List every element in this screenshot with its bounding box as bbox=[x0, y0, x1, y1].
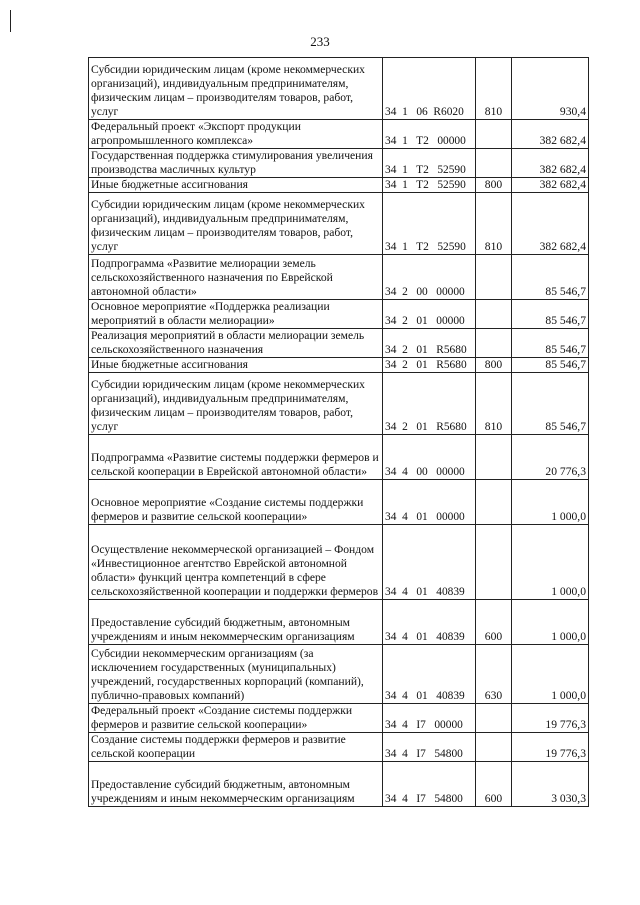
row-amount-cell: 19 776,3 bbox=[512, 704, 589, 733]
row-name-cell: Федеральный проект «Создание системы поддержки фермеров и развитие сельской кооперации» bbox=[89, 704, 383, 733]
row-code-cell: 34 1 T2 52590 bbox=[383, 149, 476, 178]
row-name-cell: Иные бюджетные ассигнования bbox=[89, 358, 383, 373]
row-code-cell: 34 4 I7 00000 bbox=[383, 704, 476, 733]
table-row bbox=[89, 645, 589, 704]
row-code-cell: 34 4 01 00000 bbox=[383, 480, 476, 525]
row-expense-type-cell bbox=[476, 733, 512, 762]
row-name-cell: Основное мероприятие «Поддержка реализации мероприятий в области мелиорации» bbox=[89, 300, 383, 329]
row-code-cell: 34 4 I7 54800 bbox=[383, 733, 476, 762]
row-code-cell: 34 2 01 R5680 bbox=[383, 329, 476, 358]
row-expense-type-cell bbox=[476, 300, 512, 329]
row-amount-cell: 85 546,7 bbox=[512, 300, 589, 329]
table-row bbox=[89, 193, 589, 255]
table-row bbox=[89, 525, 589, 600]
row-code-cell: 34 2 01 R5680 bbox=[383, 358, 476, 373]
row-name-cell: Создание системы поддержки фермеров и развитие сельской кооперации bbox=[89, 733, 383, 762]
page-number: 233 bbox=[310, 34, 330, 49]
row-expense-type-cell bbox=[476, 255, 512, 300]
table-row bbox=[89, 358, 589, 373]
row-expense-type-cell: 600 bbox=[476, 600, 512, 645]
row-expense-type-cell bbox=[476, 120, 512, 149]
row-code-cell: 34 2 01 R5680 bbox=[383, 373, 476, 435]
table-row bbox=[89, 178, 589, 193]
row-amount-cell: 85 546,7 bbox=[512, 329, 589, 358]
table-row bbox=[89, 704, 589, 733]
row-expense-type-cell bbox=[476, 704, 512, 733]
row-code-cell: 34 4 I7 54800 bbox=[383, 762, 476, 807]
row-name-cell: Иные бюджетные ассигнования bbox=[89, 178, 383, 193]
row-name-cell: Субсидии некоммерческим организациям (за исключением государственных (муниципальных) учреждений, государственных корпораций (компаний), публично-правовых компаний) bbox=[89, 645, 383, 704]
row-amount-cell: 85 546,7 bbox=[512, 373, 589, 435]
row-expense-type-cell bbox=[476, 435, 512, 480]
row-expense-type-cell bbox=[476, 525, 512, 600]
row-expense-type-cell: 810 bbox=[476, 373, 512, 435]
table-row bbox=[89, 58, 589, 120]
row-code-cell: 34 2 00 00000 bbox=[383, 255, 476, 300]
row-name-cell: Предоставление субсидий бюджетным, автономным учреждениям и иным некоммерческим организациям bbox=[89, 762, 383, 807]
row-amount-cell: 3 030,3 bbox=[512, 762, 589, 807]
row-name-cell: Субсидии юридическим лицам (кроме некоммерческих организаций), индивидуальным предпринимателям, физическим лицам – производителям товаров, работ, услуг bbox=[89, 373, 383, 435]
table-row bbox=[89, 300, 589, 329]
row-expense-type-cell: 810 bbox=[476, 193, 512, 255]
row-code-cell: 34 1 T2 52590 bbox=[383, 178, 476, 193]
row-name-cell: Субсидии юридическим лицам (кроме некоммерческих организаций), индивидуальным предпринимателям, физическим лицам – производителям товаров, работ, услуг bbox=[89, 193, 383, 255]
table-row bbox=[89, 373, 589, 435]
row-expense-type-cell: 810 bbox=[476, 58, 512, 120]
row-expense-type-cell: 600 bbox=[476, 762, 512, 807]
row-code-cell: 34 4 01 40839 bbox=[383, 645, 476, 704]
row-name-cell: Осуществление некоммерческой организацией – Фондом «Инвестиционное агентство Еврейской автономной области» функций центра компетенций в сфере сельскохозяйственной кооперации и поддержки фермеров bbox=[89, 525, 383, 600]
row-amount-cell: 1 000,0 bbox=[512, 600, 589, 645]
table-row bbox=[89, 762, 589, 807]
page-edge-mark bbox=[10, 10, 11, 32]
row-code-cell: 34 4 01 40839 bbox=[383, 525, 476, 600]
row-code-cell: 34 1 T2 00000 bbox=[383, 120, 476, 149]
row-amount-cell: 1 000,0 bbox=[512, 480, 589, 525]
row-name-cell: Основное мероприятие «Создание системы поддержки фермеров и развитие сельской кооперации» bbox=[89, 480, 383, 525]
row-name-cell: Предоставление субсидий бюджетным, автономным учреждениям и иным некоммерческим организациям bbox=[89, 600, 383, 645]
table-row bbox=[89, 435, 589, 480]
row-expense-type-cell bbox=[476, 480, 512, 525]
table-row bbox=[89, 733, 589, 762]
table-row bbox=[89, 120, 589, 149]
row-name-cell: Федеральный проект «Экспорт продукции агропромышленного комплекса» bbox=[89, 120, 383, 149]
table-row bbox=[89, 255, 589, 300]
row-code-cell: 34 4 00 00000 bbox=[383, 435, 476, 480]
row-expense-type-cell bbox=[476, 329, 512, 358]
row-code-cell: 34 1 06 R6020 bbox=[383, 58, 476, 120]
table-row bbox=[89, 600, 589, 645]
row-amount-cell: 382 682,4 bbox=[512, 120, 589, 149]
table-row bbox=[89, 149, 589, 178]
row-amount-cell: 20 776,3 bbox=[512, 435, 589, 480]
row-expense-type-cell: 800 bbox=[476, 178, 512, 193]
row-amount-cell: 85 546,7 bbox=[512, 358, 589, 373]
row-amount-cell: 85 546,7 bbox=[512, 255, 589, 300]
row-code-cell: 34 1 T2 52590 bbox=[383, 193, 476, 255]
row-code-cell: 34 4 01 40839 bbox=[383, 600, 476, 645]
row-name-cell: Подпрограмма «Развитие системы поддержки фермеров и сельской кооперации в Еврейской автономной области» bbox=[89, 435, 383, 480]
table-row bbox=[89, 480, 589, 525]
row-amount-cell: 930,4 bbox=[512, 58, 589, 120]
row-expense-type-cell: 630 bbox=[476, 645, 512, 704]
row-code-cell: 34 2 01 00000 bbox=[383, 300, 476, 329]
row-name-cell: Государственная поддержка стимулирования увеличения производства масличных культур bbox=[89, 149, 383, 178]
row-expense-type-cell: 800 bbox=[476, 358, 512, 373]
row-amount-cell: 1 000,0 bbox=[512, 645, 589, 704]
table-row bbox=[89, 329, 589, 358]
budget-table bbox=[88, 57, 589, 807]
row-amount-cell: 382 682,4 bbox=[512, 193, 589, 255]
row-amount-cell: 1 000,0 bbox=[512, 525, 589, 600]
row-name-cell: Подпрограмма «Развитие мелиорации земель сельскохозяйственного назначения по Еврейской автономной области» bbox=[89, 255, 383, 300]
row-amount-cell: 19 776,3 bbox=[512, 733, 589, 762]
row-amount-cell: 382 682,4 bbox=[512, 149, 589, 178]
budget-table-body bbox=[89, 58, 589, 807]
row-expense-type-cell bbox=[476, 149, 512, 178]
row-name-cell: Субсидии юридическим лицам (кроме некоммерческих организаций), индивидуальным предпринимателям, физическим лицам – производителям товаров, работ, услуг bbox=[89, 58, 383, 120]
row-amount-cell: 382 682,4 bbox=[512, 178, 589, 193]
row-name-cell: Реализация мероприятий в области мелиорации земель сельскохозяйственного назначения bbox=[89, 329, 383, 358]
